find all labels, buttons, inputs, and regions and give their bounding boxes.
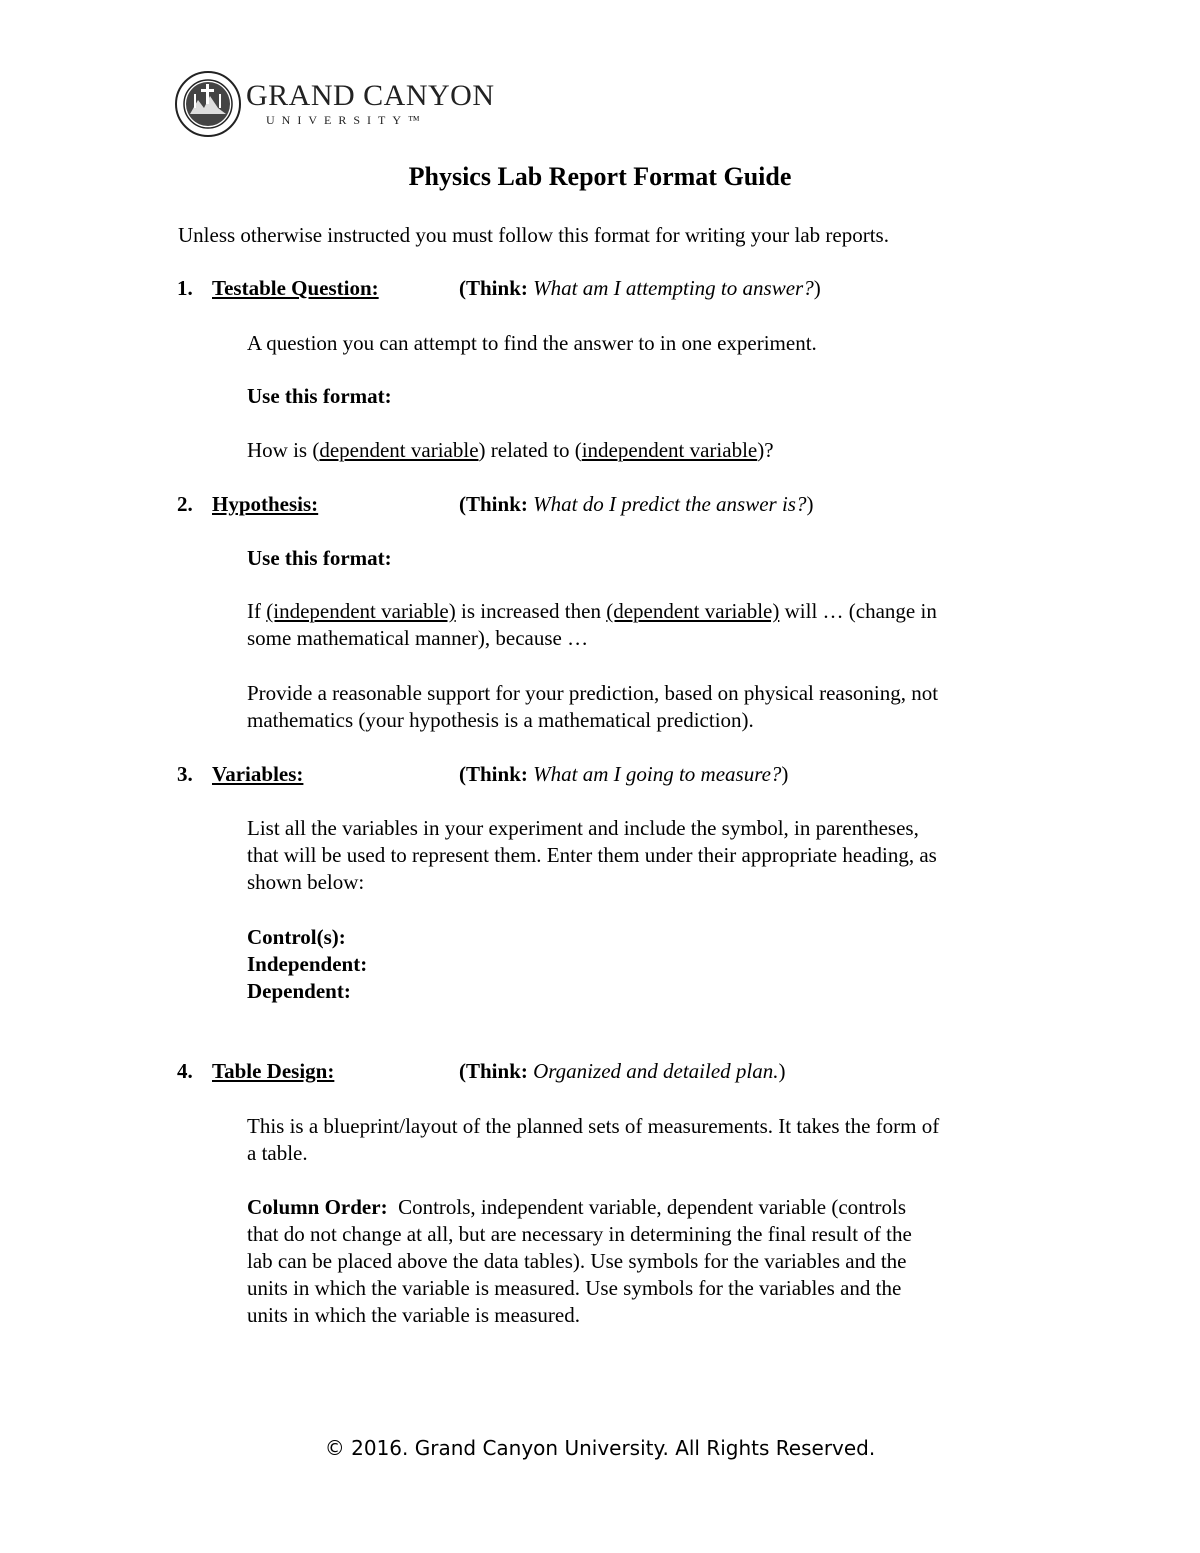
- format-template: How is (dependent variable) related to (independent variable)?: [247, 438, 774, 462]
- copyright-footer: © 2016. Grand Canyon University. All Rights Reserved.: [324, 1436, 876, 1460]
- think-prompt: (Think: What am I going to measure?): [459, 762, 789, 786]
- university-seal-icon: [174, 70, 242, 138]
- section-description: This is a blueprint/layout of the planned sets of measurements. It takes the form of a table.: [247, 1114, 940, 1165]
- section-number: 4.: [177, 1059, 193, 1083]
- section-description: A question you can attempt to find the answer to in one experiment.: [247, 331, 817, 355]
- think-prompt: (Think: What do I predict the answer is?): [459, 492, 814, 516]
- format-label: Use this format:: [247, 384, 392, 408]
- format-label: Use this format:: [247, 546, 392, 570]
- section-heading: Hypothesis:: [212, 492, 319, 516]
- university-logo: [174, 70, 495, 138]
- section-number: 3.: [177, 762, 193, 786]
- independent-label: Independent:: [247, 952, 368, 976]
- section-heading: Table Design:: [212, 1059, 335, 1083]
- format-template: If (independent variable) is increased then (dependent variable) will … (change in some mathematical manner), because …: [247, 599, 937, 650]
- variable-labels: [247, 924, 367, 1005]
- page-title: Physics Lab Report Format Guide: [408, 162, 792, 191]
- support-text: Provide a reasonable support for your prediction, based on physical reasoning, not mathematics (your hypothesis is a mathematical prediction).: [247, 681, 939, 732]
- section-heading: Variables:: [212, 762, 304, 786]
- section-heading: Testable Question:: [212, 276, 379, 300]
- logo-name: GRAND CANYON: [246, 79, 495, 112]
- section-number: 1.: [177, 276, 193, 300]
- intro-text: Unless otherwise instructed you must follow this format for writing your lab reports.: [178, 223, 889, 247]
- section-number: 2.: [177, 492, 193, 516]
- dependent-label: Dependent:: [247, 979, 351, 1003]
- control-label: Control(s):: [247, 925, 346, 949]
- column-order-text: Column Order: Controls, independent variable, dependent variable (controls that do not change at all, but are necessary in determining the final result of the lab can be placed above the data tables). Use symbols for the variables and the units in which the variable is measured. Use symbols for the variables and the units in which the variable is measured.: [247, 1195, 912, 1327]
- section-description: List all the variables in your experiment and include the symbol, in parentheses, that will be used to represent them. Enter them under their appropriate heading, as shown below:: [247, 816, 937, 894]
- logo-subtitle: UNIVERSITY™: [266, 113, 427, 127]
- think-prompt: (Think: Organized and detailed plan.): [459, 1059, 786, 1083]
- think-prompt: (Think: What am I attempting to answer?): [459, 276, 821, 300]
